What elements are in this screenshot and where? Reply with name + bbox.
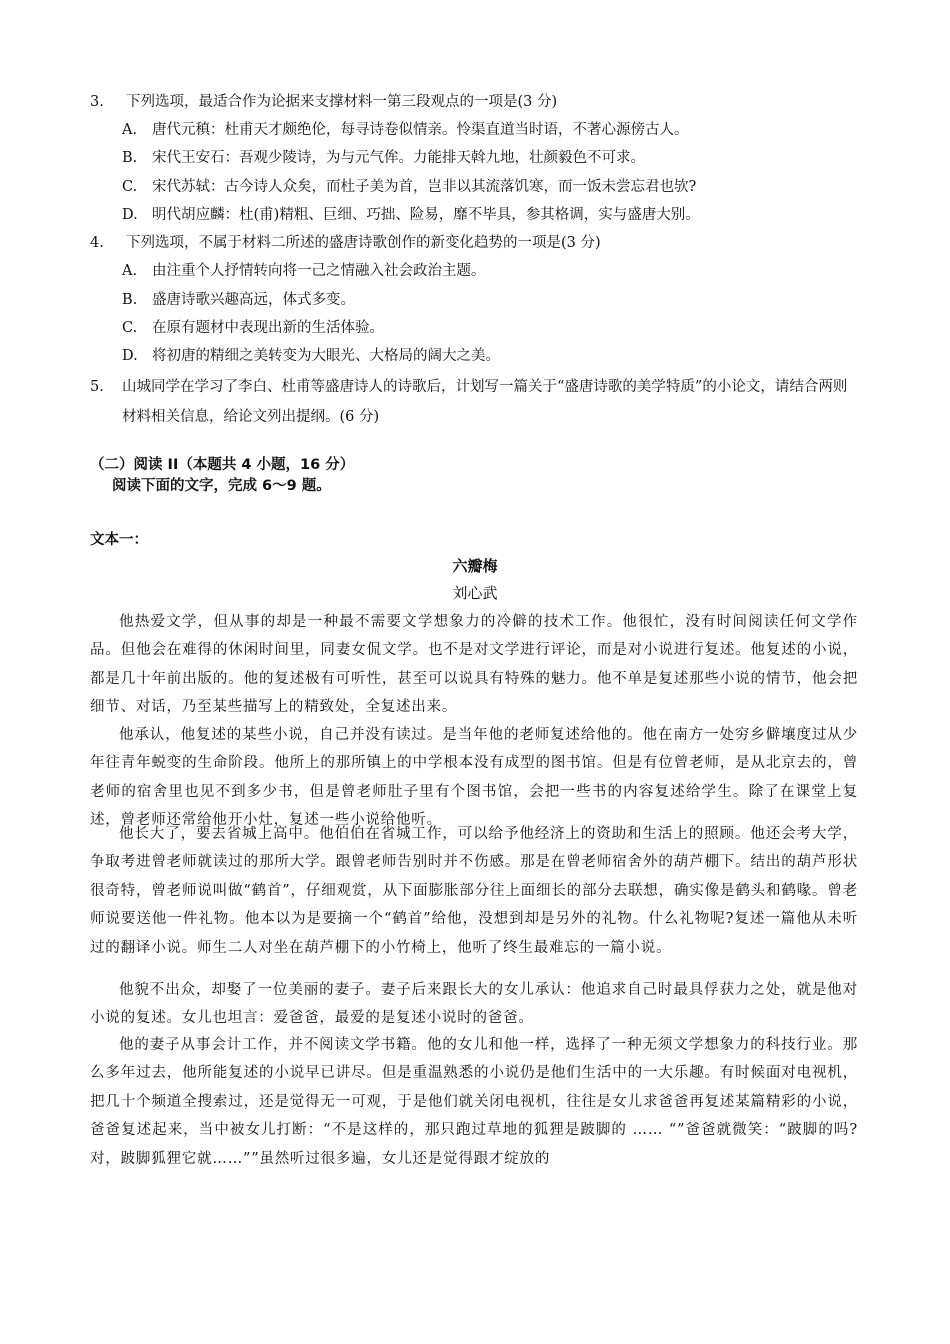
option-text: 宋代苏轼：古今诗人众矣，而杜子美为首，岂非以其流落饥寒，而一饭未尝忘君也欤?: [152, 179, 697, 195]
story-paragraph: 他热爱文学，但从事的却是一种最不需要文学想象力的冷僻的技术工作。他很忙，没有时间阅读任何文学作品。但他会在难得的休闲时间里，同妻女侃文学。也不是对文学进行评论，而是对小说进行复述。他复述的小说，都是几十年前出版的。他的复述极有可听性，甚至可以说具有特殊的魅力。他不单是复述那些小说的情节，他会把细节、对话，乃至某些描写上的精致处，全复述出来。: [90, 614, 858, 716]
option-label: D.: [122, 207, 138, 223]
story-author: 刘心武: [452, 584, 498, 602]
option-label: A.: [122, 263, 138, 279]
option-text: 宋代王安石：吾观少陵诗，为与元气侔。力能排天斡九地，壮颜毅色不可求。: [152, 150, 645, 166]
option-text: 唐代元稹：杜甫天才颇绝伦，每寻诗卷似情亲。怜渠直道当时语，不著心源傍古人。: [152, 122, 689, 138]
option-label: A.: [122, 122, 138, 138]
option-text: 盛唐诗歌兴趣高远，体式多变。: [152, 292, 355, 308]
option-text: 在原有题材中表现出新的生活体验。: [152, 320, 384, 336]
story-paragraph: 他长大了，要去省城上高中。他伯伯在省城工作，可以给予他经济上的资助和生活上的照顾。他还会考大学，争取考进曾老师就读过的那所大学。跟曾老师告别时并不伤感。那是在曾老师宿舍外的葫芦棚下。结出的葫芦形状很奇特，曾老师说叫做“鹤首”，仔细观赏，从下面膨胀部分往上面细长的部分去联想，确实像是鹤头和鹤喙。曾老师说要送他一件礼物。他本以为是要摘一个“鹤首”给他，没想到却是另外的礼物。什么礼物呢?复述一篇他从未听过的翻译小说。师生二人对坐在葫芦棚下的小竹椅上，他听了终生最难忘的一篇小说。: [90, 826, 858, 956]
option-label: B.: [122, 150, 138, 166]
question-3-option-b[interactable]: [122, 148, 645, 168]
question-text: 下列选项，不属于材料二所述的盛唐诗歌创作的新变化趋势的一项是(3 分): [126, 235, 601, 251]
question-3-option-a[interactable]: [122, 120, 689, 140]
text-one-label: 文本一：: [90, 532, 148, 548]
section-heading: [90, 455, 370, 497]
question-4-option-a[interactable]: [122, 261, 486, 281]
story-paragraph: 他的妻子从事会计工作，并不阅读文学书籍。他的女儿和他一样，选择了一种无须文学想象力的科技行业。那么多年过去，他所能复述的小说早已讲尽。但是重温熟悉的小说仍是他们生活中的一大乐趣。有时候面对电视机，把几十个频道全搜索过，还是觉得无一可观，于是他们就关闭电视机，往往是女儿求爸爸再复述某篇精彩的小说，爸爸复述起来，当中被女儿打断：“不是这样的，那只跑过草地的狐狸是跛脚的 …… “”爸爸就微笑：“跛脚的吗?对，跛脚狐狸它就……””虽然听过很多遍，女儿还是觉得跟才绽放的: [90, 1037, 858, 1167]
option-label: C.: [122, 179, 138, 195]
section-heading-text: （二）阅读 II（本题共 4 小题，16 分） 阅读下面的文字，完成 6～9 题。: [90, 457, 355, 494]
story-title: 六瓣梅: [452, 557, 498, 575]
question-number: 5.: [90, 379, 104, 395]
question-4-stem: [90, 233, 601, 253]
option-label: B.: [122, 292, 138, 308]
question-3-option-c[interactable]: [122, 177, 696, 197]
question-3-stem: [90, 92, 557, 112]
option-text: 明代胡应麟：杜(甫)精粗、巨细、巧拙、险易，靡不毕具，参其格调，实与盛唐大别。: [152, 207, 700, 223]
question-3-option-d[interactable]: [122, 205, 700, 225]
question-5: [90, 372, 860, 432]
question-text: 下列选项，最适合作为论据来支撑材料一第三段观点的一项是(3 分): [126, 94, 558, 110]
question-text: 山城同学在学习了李白、杜甫等盛唐诗人的诗歌后，计划写一篇关于“盛唐诗歌的美学特质”的小论文，请结合两则材料相关信息，给论文列出提纲。(6 分): [122, 379, 848, 425]
question-4-option-c[interactable]: [122, 318, 384, 338]
question-4-option-b[interactable]: [122, 290, 355, 310]
option-label: D.: [122, 348, 138, 364]
option-text: 由注重个人抒情转向将一己之情融入社会政治主题。: [152, 263, 486, 279]
question-4-option-d[interactable]: [122, 346, 500, 366]
option-label: C.: [122, 320, 138, 336]
question-number: 4.: [90, 235, 104, 251]
option-text: 将初唐的精细之美转变为大眼光、大格局的阔大之美。: [152, 348, 500, 364]
story-paragraph: 他承认，他复述的某些小说，自己并没有读过。是当年他的老师复述给他的。他在南方一处穷乡僻壤度过从少年往青年蜕变的生命阶段。他所上的那所镇上的中学根本没有成型的图书馆。但是有位曾老师，是从北京去的，曾老师的宿舍里也见不到多少书，但是曾老师肚子里有个图书馆，会把一些书的内容复述给学生。除了在课堂上复述，曾老师还常给他开小灶，复述一些小说给他听。: [90, 727, 858, 829]
question-number: 3.: [90, 94, 104, 110]
story-paragraph: 他貌不出众，却娶了一位美丽的妻子。妻子后来跟长大的女儿承认：他追求自己时最具俘获力之处，就是他对小说的复述。女儿也坦言：爱爸爸，最爱的是复述小说时的爸爸。: [90, 982, 858, 1027]
